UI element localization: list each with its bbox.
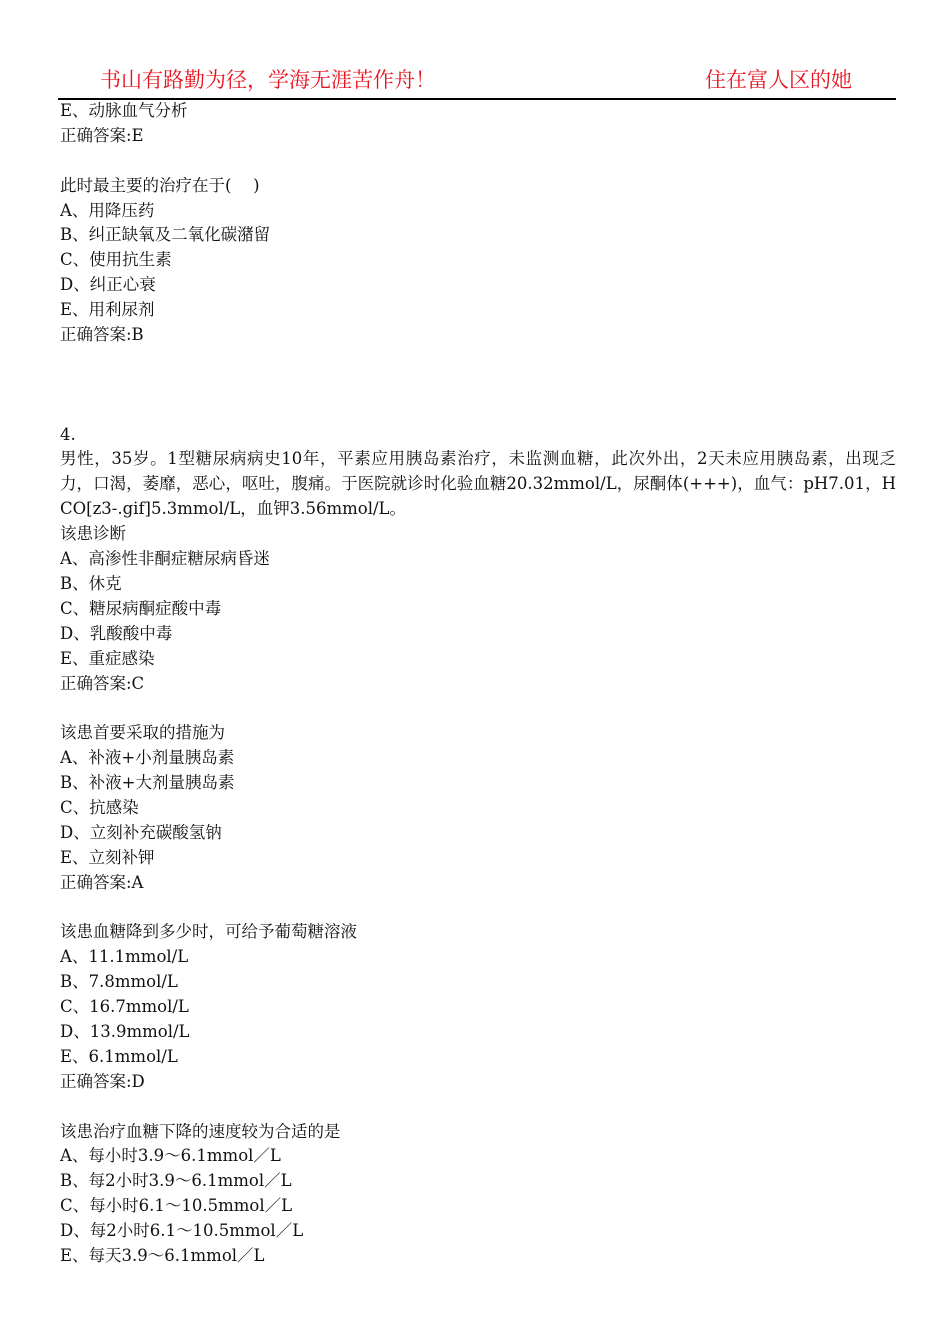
option-c: C、每小时6.1～10.5mmol／L — [60, 1196, 293, 1216]
header-left-slogan: 书山有路勤为径，学海无涯苦作舟！ — [100, 68, 436, 92]
option-b: B、每2小时3.9～6.1mmol／L — [60, 1171, 292, 1191]
option-b: B、休克 — [60, 573, 122, 593]
question-stem: 该患诊断 — [60, 524, 126, 544]
option-c: C、16.7mmol/L — [60, 997, 189, 1017]
option-c: C、抗感染 — [60, 798, 139, 817]
question-stem: 该患首要采取的措施为 — [60, 723, 225, 743]
case-number: 4. — [60, 424, 76, 444]
option-a: A、高渗性非酮症糖尿病昏迷 — [60, 549, 270, 569]
option-c: C、糖尿病酮症酸中毒 — [60, 598, 222, 618]
correct-answer: 正确答案:E — [60, 125, 144, 145]
option-e: E、动脉血气分析 — [60, 101, 188, 120]
option-d: D、乳酸酸中毒 — [60, 623, 173, 643]
correct-answer: 正确答案:D — [60, 1071, 145, 1091]
option-b: B、补液+大剂量胰岛素 — [60, 773, 235, 793]
option-d: D、立刻补充碳酸氢钠 — [60, 822, 222, 842]
option-e: E、6.1mmol/L — [60, 1046, 178, 1066]
option-a: A、补液+小剂量胰岛素 — [60, 748, 235, 768]
question-stem: 此时最主要的治疗在于( ) — [60, 175, 260, 195]
header-right-slogan: 住在富人区的她 — [705, 68, 852, 92]
option-c: C、使用抗生素 — [60, 250, 172, 270]
correct-answer: 正确答案:B — [60, 325, 144, 345]
option-d: D、纠正心衰 — [60, 275, 156, 295]
question-stem: 该患治疗血糖下降的速度较为合适的是 — [60, 1121, 341, 1141]
option-a: A、用降压药 — [60, 200, 155, 220]
option-e: E、立刻补钾 — [60, 847, 155, 867]
document-body — [60, 99, 896, 1269]
question-stem: 该患血糖降到多少时，可给予葡萄糖溶液 — [60, 922, 357, 942]
option-e: E、用利尿剂 — [60, 300, 155, 320]
option-a: A、11.1mmol/L — [60, 947, 189, 967]
case-description: 男性，35岁。1型糖尿病病史10年，平素应用胰岛素治疗，未监测血糖，此次外出，2天未应用胰岛素，出现乏力，口渴，萎靡，恶心，呕吐，腹痛。于医院就诊时化验血糖20.32mmol/L，尿酮体(+++)，血气：pH7.01，HCO[z3-.gif]5.3mmol/L，血钾3.56mmol/L。 — [60, 449, 896, 519]
option-d: D、13.9mmol/L — [60, 1022, 190, 1042]
option-e: E、每天3.9～6.1mmol／L — [60, 1246, 265, 1266]
option-a: A、每小时3.9～6.1mmol／L — [60, 1146, 281, 1166]
page-header — [58, 62, 896, 100]
option-b: B、纠正缺氧及二氧化碳潴留 — [60, 225, 271, 245]
correct-answer: 正确答案:A — [60, 872, 144, 892]
option-d: D、每2小时6.1～10.5mmol／L — [60, 1221, 304, 1241]
option-b: B、7.8mmol/L — [60, 972, 178, 992]
correct-answer: 正确答案:C — [60, 673, 145, 693]
option-e: E、重症感染 — [60, 648, 155, 668]
